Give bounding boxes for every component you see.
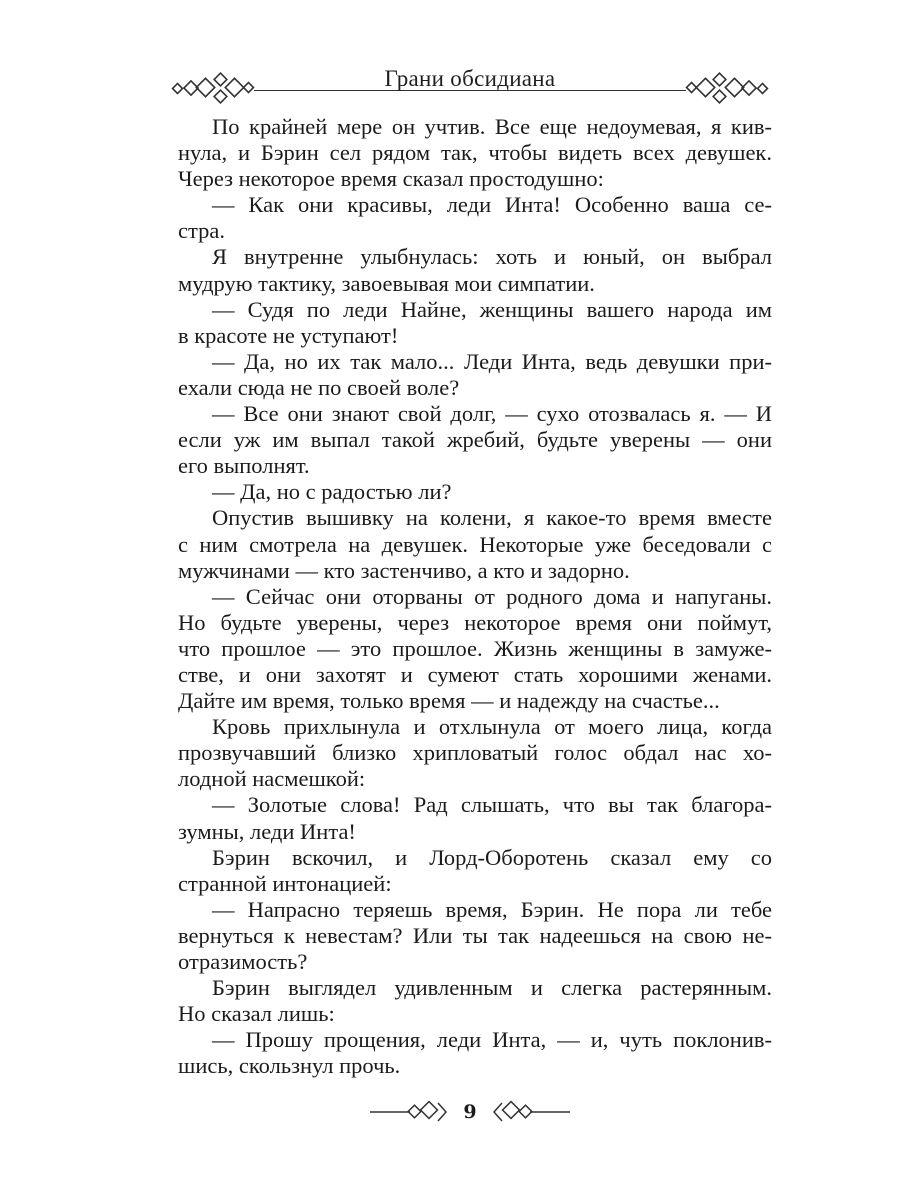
running-header: [170, 60, 770, 120]
ornament-right-icon: [678, 70, 770, 108]
text-line: — Как они красивы, леди Инта! Особенно ваша се-: [212, 192, 772, 218]
book-title: Грани обсидиана: [384, 66, 556, 91]
body-text: [178, 114, 772, 1079]
text-line: Бэрин выглядел удивленным и слегка растерянным.: [212, 975, 772, 1001]
text-line: нула, и Бэрин сел рядом так, чтобы видеть всех девушек.: [178, 140, 772, 166]
text-line: Через некоторое время сказал простодушно:: [178, 166, 604, 192]
text-line: — Да, но их так мало... Леди Инта, ведь девушки при-: [212, 348, 772, 374]
text-line: вернуться к невестам? Или ты так надеешься на свою не-: [178, 922, 772, 948]
text-line: что прошлое — это прошлое. Жизнь женщины в замуже-: [178, 635, 772, 661]
text-line: странной интонацией:: [178, 870, 392, 896]
text-line: шись, скользнул прочь.: [178, 1053, 401, 1079]
text-line: Но будьте уверены, через некоторое время они поймут,: [178, 609, 772, 635]
text-line: Но сказал лишь:: [178, 1001, 335, 1027]
text-line: отразимость?: [178, 949, 308, 974]
text-line: стра.: [178, 218, 225, 244]
text-line: зумны, леди Инта!: [178, 818, 356, 844]
text-line: прозвучавший близко хрипловатый голос обдал нас хо-: [178, 740, 772, 766]
footer-ornament-right-icon: [490, 1097, 570, 1127]
text-line: — Напрасно теряешь время, Бэрин. Не пора ли тебе: [212, 896, 772, 922]
text-line: — Все они знают свой долг, — сухо отозвалась я. — И: [212, 401, 772, 427]
text-line: По крайней мере он учтив. Все еще недоумевая, я кив-: [212, 114, 772, 139]
text-line: стве, и они захотят и сумеют стать хорошими женами.: [178, 661, 772, 687]
text-line: — Сейчас они оторваны от родного дома и напуганы.: [212, 583, 772, 609]
text-line: — Судя по леди Найне, женщины вашего народа им: [212, 296, 772, 322]
text-line: Кровь прихлынула и отхлынула от моего лица, когда: [212, 714, 772, 740]
text-line: в красоте не уступают!: [178, 322, 399, 348]
text-line: если уж им выпал такой жребий, будьте уверены — они: [178, 427, 772, 453]
page-footer: [370, 1095, 570, 1135]
text-line: с ним смотрела на девушек. Некоторые уже беседовали с: [178, 531, 772, 557]
text-line: — Да, но с радостью ли?: [212, 479, 452, 505]
text-line: Опустив вышивку на колени, я какое-то время вместе: [212, 505, 772, 531]
text-line: — Прошу прощения, леди Инта, — и, чуть поклонив-: [212, 1027, 772, 1053]
page-number: 9: [463, 1101, 477, 1123]
text-line: Дайте им время, только время — и надежду на счастье...: [178, 688, 720, 714]
text-line: лодной насмешкой:: [178, 766, 366, 792]
text-line: мужчинами — кто застенчиво, а кто и задорно.: [178, 557, 630, 583]
text-line: мудрую тактику, завоевывая мои симпатии.: [178, 270, 595, 296]
text-line: Бэрин вскочил, и Лорд-Оборотень сказал ему со: [212, 844, 772, 870]
text-line: его выполнят.: [178, 453, 310, 479]
text-line: — Золотые слова! Рад слышать, что вы так благора-: [212, 792, 772, 818]
text-line: Я внутренне улыбнулась: хоть и юный, он выбрал: [212, 244, 772, 270]
text-line: ехали сюда не по своей воле?: [178, 374, 460, 400]
